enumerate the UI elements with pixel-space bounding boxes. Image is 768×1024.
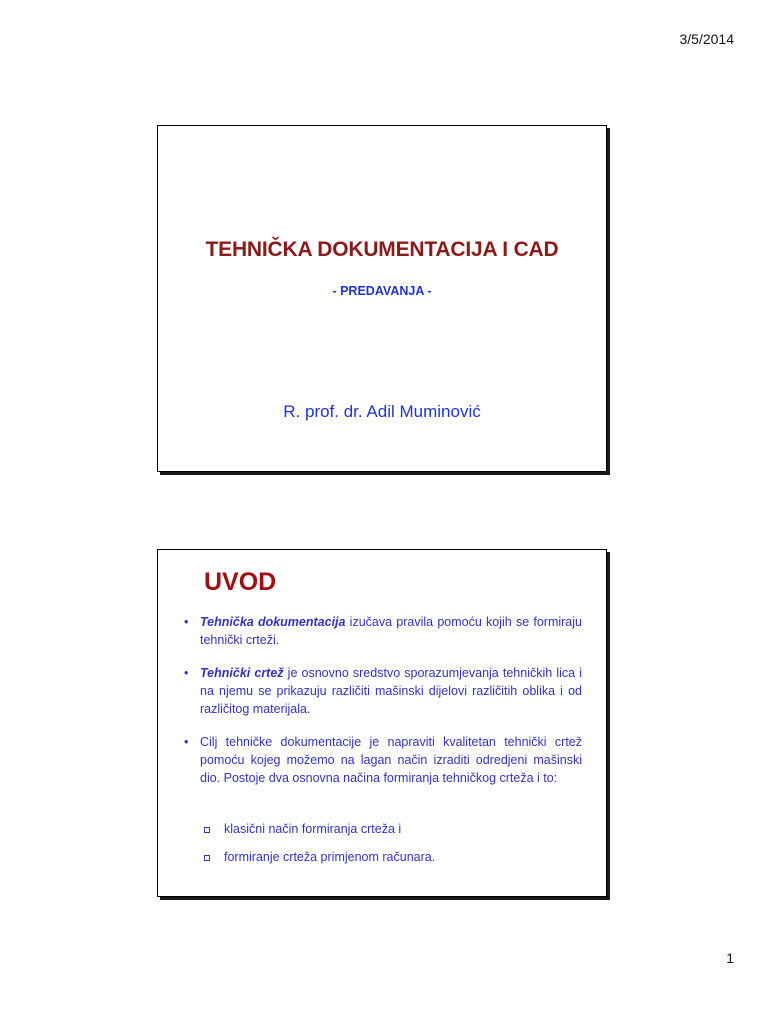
square-bullet-icon [204, 855, 210, 861]
bullet-dot-icon: • [184, 666, 189, 680]
bullet-text: izučava pravila pomoću kojih se formiraju tehnički crteži. [200, 615, 582, 647]
bullet-list [184, 613, 582, 802]
bullet-item [184, 664, 582, 718]
slide-author: R. prof. dr. Adil Muminović [283, 402, 481, 421]
slide-subtitle: - PREDAVANJA - [332, 284, 432, 298]
sub-bullet-text: formiranje crteža primjenom računara. [224, 850, 436, 864]
bullet-text: je osnovno sredstvo sporazumjevanja tehničkih lica i na njemu se prikazuju različiti mašinski dijelovi različitih oblika i od različitog materijala. [200, 666, 582, 716]
bullet-dot-icon: • [184, 615, 189, 629]
title-slide [157, 125, 607, 472]
intro-slide [157, 549, 607, 897]
slide-title: TEHNIČKA DOKUMENTACIJA I CAD [205, 238, 559, 261]
sub-bullet-item [204, 820, 582, 838]
page-number: 1 [726, 950, 734, 966]
bullet-emphasis: Tehnički crtež [200, 666, 284, 680]
sub-bullet-text: klasični način formiranja crteža i [224, 822, 402, 836]
sub-bullet-list [204, 820, 582, 876]
bullet-emphasis: Tehnička dokumentacija [200, 615, 346, 629]
sub-bullet-item [204, 848, 582, 866]
bullet-item [184, 733, 582, 787]
bullet-dot-icon: • [184, 735, 189, 749]
bullet-item [184, 613, 582, 649]
square-bullet-icon [204, 827, 210, 833]
page-date: 3/5/2014 [679, 31, 734, 47]
bullet-text: Cilj tehničke dokumentacije je napraviti kvalitetan tehnički crtež pomoću kojeg možemo na lagan način izraditi odredjeni mašinski dio. Postoje dva osnovna načina formiranja tehničkog crteža i to: [200, 735, 582, 785]
slide-heading: UVOD [204, 568, 277, 596]
